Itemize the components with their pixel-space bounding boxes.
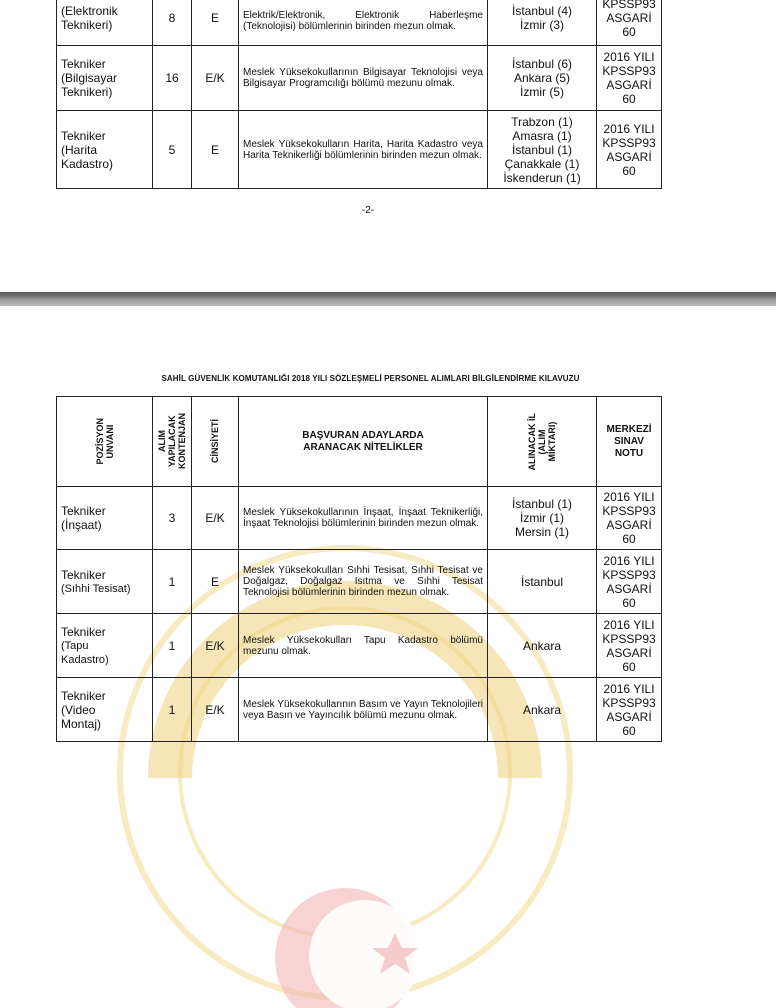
table-row <box>57 111 662 189</box>
header-line: SINAV <box>614 435 644 447</box>
gender-cell: E <box>192 0 239 46</box>
header-line: KONTENJAN <box>177 413 187 470</box>
header-line: MERKEZİ <box>606 423 652 435</box>
city-cell <box>488 0 597 46</box>
quota-cell: 16 <box>153 46 192 111</box>
header-line: YAPILACAK <box>167 415 177 468</box>
quota-cell: 1 <box>153 550 192 614</box>
quota-cell: 3 <box>153 487 192 550</box>
city-line: İstanbul (1) <box>511 142 573 157</box>
score-line: 60 <box>622 723 636 738</box>
table-row <box>57 614 662 678</box>
city-cell <box>488 111 597 189</box>
header-line: NOTU <box>614 447 644 459</box>
position-cell <box>57 0 153 46</box>
position-line: Tekniker <box>61 688 106 703</box>
gender-cell: E/K <box>192 614 239 678</box>
score-line: KPSSP93 <box>602 631 656 646</box>
city-line: Trabzon (1) <box>511 114 573 129</box>
score-line: ASGARİ <box>606 581 652 596</box>
score-line: 2016 YILI <box>603 617 655 632</box>
table-row <box>57 487 662 550</box>
header-line: ALINACAK İL <box>527 412 537 471</box>
city-line: İstanbul <box>520 574 564 589</box>
header-line: MİKTARI) <box>547 421 557 462</box>
score-line: 60 <box>622 532 636 546</box>
score-cell <box>597 678 662 742</box>
score-line: KPSSP93 <box>602 64 656 78</box>
position-line: (Tapu <box>61 639 89 652</box>
city-line: İzmir (5) <box>520 85 564 99</box>
score-cell <box>597 614 662 678</box>
city-line: Ankara <box>522 638 562 653</box>
position-line: Tekniker <box>61 504 106 518</box>
city-line: Ankara <box>522 702 562 717</box>
score-line: 2016 YILI <box>603 50 655 64</box>
score-line: ASGARİ <box>606 645 652 660</box>
position-cell <box>57 46 153 111</box>
header-line: CİNSİYETİ <box>210 419 220 464</box>
gender-cell: E/K <box>192 46 239 111</box>
requirement-cell: Meslek Yüksekokullarının Bilgisayar Teknolojisi veya Bilgisayar Programcılığı bölümü mezunu olmak. <box>239 46 488 111</box>
score-cell <box>597 0 662 46</box>
city-cell <box>488 614 597 678</box>
position-cell <box>57 111 153 189</box>
score-line: KPSSP93 <box>602 504 656 518</box>
city-line: İskenderun (1) <box>503 170 581 185</box>
position-line: Tekniker <box>61 128 106 143</box>
requirement-cell: Meslek Yüksekokulların Harita, Harita Kadastro veya Harita Teknikerliği bölümlerinin birinden mezun olmak. <box>239 111 488 189</box>
header-line: ARANACAK NİTELİKLER <box>303 441 423 453</box>
requirement-cell: Meslek Yüksekokullarının Basım ve Yayın Teknolojileri veya Basın ve Yayıncılık bölümü mezunu olmak. <box>239 678 488 742</box>
quota-cell: 1 <box>153 614 192 678</box>
position-line: Tekniker <box>61 57 106 71</box>
header-score <box>597 397 662 487</box>
position-line: (Elektronik <box>61 4 118 18</box>
city-line: Amasra (1) <box>512 128 572 143</box>
score-line: ASGARİ <box>606 709 652 724</box>
city-cell <box>488 678 597 742</box>
requirement-cell: Elektrik/Elektronik, Elektronik Haberleşme (Teknolojisi) bölümlerinin birinden mezun olmak. <box>239 0 488 46</box>
position-cell <box>57 614 153 678</box>
position-line: Tekniker <box>61 624 106 639</box>
score-line: KPSSP93 <box>602 567 656 582</box>
table-row <box>57 550 662 614</box>
requirement-cell: Meslek Yüksekokulları Sıhhi Tesisat, Sıhhi Tesisat ve Doğalgaz, Doğalgaz Isıtma ve Sıhhi Tesisat Teknolojisi bölümlerinin birinden mezun olmak. <box>239 550 488 614</box>
table-row <box>57 46 662 111</box>
score-line: KPSSP93 <box>602 135 656 150</box>
score-line: 60 <box>622 659 636 674</box>
header-position <box>57 397 153 487</box>
score-line: ASGARİ <box>606 11 652 25</box>
header-quota <box>153 397 192 487</box>
score-cell <box>597 487 662 550</box>
position-line: (Bilgisayar <box>61 71 118 85</box>
quota-cell: 8 <box>153 0 192 46</box>
score-line: ASGARİ <box>606 518 652 532</box>
score-line: KPSSP93 <box>602 695 656 710</box>
page-number: -2- <box>361 205 375 216</box>
header-line: POZİSYON <box>94 418 105 465</box>
city-line: İzmir (3) <box>520 18 564 32</box>
header-line: UNVANI <box>104 424 115 459</box>
position-line: Montaj) <box>61 716 102 731</box>
positions-table-top <box>56 0 662 189</box>
table-header-row <box>57 397 662 487</box>
document-page-bottom <box>0 306 776 738</box>
table-row <box>57 678 662 742</box>
header-line: BAŞVURAN ADAYLARDA <box>302 429 424 441</box>
document-title: SAHİL GÜVENLİK KOMUTANLIĞI 2018 YILI SÖZLEŞMELİ PERSONEL ALIMLARI BİLGİLENDİRME KILAVUZU <box>161 374 580 383</box>
positions-table <box>56 396 662 742</box>
score-cell <box>597 111 662 189</box>
city-line: İzmir (1) <box>520 511 564 525</box>
score-line: 2016 YILI <box>603 681 655 696</box>
city-line: İstanbul (6) <box>511 57 573 71</box>
gender-cell: E <box>192 550 239 614</box>
position-line: Teknikeri) <box>61 18 113 32</box>
score-cell <box>597 550 662 614</box>
document-page-top <box>0 0 776 292</box>
city-line: Mersin (1) <box>514 525 569 539</box>
score-line: 2016 YILI <box>603 490 655 504</box>
city-cell <box>488 46 597 111</box>
position-line: Tekniker <box>61 567 106 582</box>
position-line: Kadastro) <box>61 156 114 171</box>
score-line: 60 <box>622 25 636 39</box>
score-line: 60 <box>622 92 636 106</box>
position-cell <box>57 550 153 614</box>
position-line: (İnşaat) <box>61 518 102 532</box>
position-line: (Harita <box>61 142 98 157</box>
position-cell <box>57 487 153 550</box>
city-line: İstanbul (4) <box>511 4 573 18</box>
gender-cell: E/K <box>192 678 239 742</box>
city-cell <box>488 550 597 614</box>
city-line: Ankara (5) <box>513 71 571 85</box>
score-cell <box>597 46 662 111</box>
position-line: (Video <box>61 702 96 717</box>
header-requirement <box>239 397 488 487</box>
position-line: Teknikeri) <box>61 85 113 99</box>
table-row <box>57 0 662 46</box>
header-city <box>488 397 597 487</box>
header-line: ALIM <box>157 430 167 453</box>
score-line: 2016 YILI <box>603 121 655 136</box>
quota-cell: 1 <box>153 678 192 742</box>
quota-cell: 5 <box>153 111 192 189</box>
city-cell <box>488 487 597 550</box>
gender-cell: E <box>192 111 239 189</box>
score-line: KPSSP93 <box>602 0 656 11</box>
score-line: 60 <box>622 595 636 610</box>
requirement-cell: Meslek Yüksekokulları Tapu Kadastro bölümü mezunu olmak. <box>239 614 488 678</box>
score-line: 60 <box>622 163 636 178</box>
position-cell <box>57 678 153 742</box>
score-line: ASGARİ <box>606 149 652 164</box>
header-line: (ALIM <box>537 429 547 454</box>
position-line: Kadastro) <box>61 653 109 666</box>
requirement-cell: Meslek Yüksekokullarının İnşaat, İnşaat Teknikerliği, İnşaat Teknolojisi bölümlerinin birinden mezun olmak. <box>239 487 488 550</box>
header-gender <box>192 397 239 487</box>
city-line: Çanakkale (1) <box>504 156 580 171</box>
score-line: 2016 YILI <box>603 553 655 568</box>
city-line: İstanbul (1) <box>511 497 573 511</box>
position-line: (Sıhhi Tesisat) <box>61 582 131 595</box>
score-line: ASGARİ <box>606 78 652 92</box>
page-separator <box>0 292 776 306</box>
gender-cell: E/K <box>192 487 239 550</box>
